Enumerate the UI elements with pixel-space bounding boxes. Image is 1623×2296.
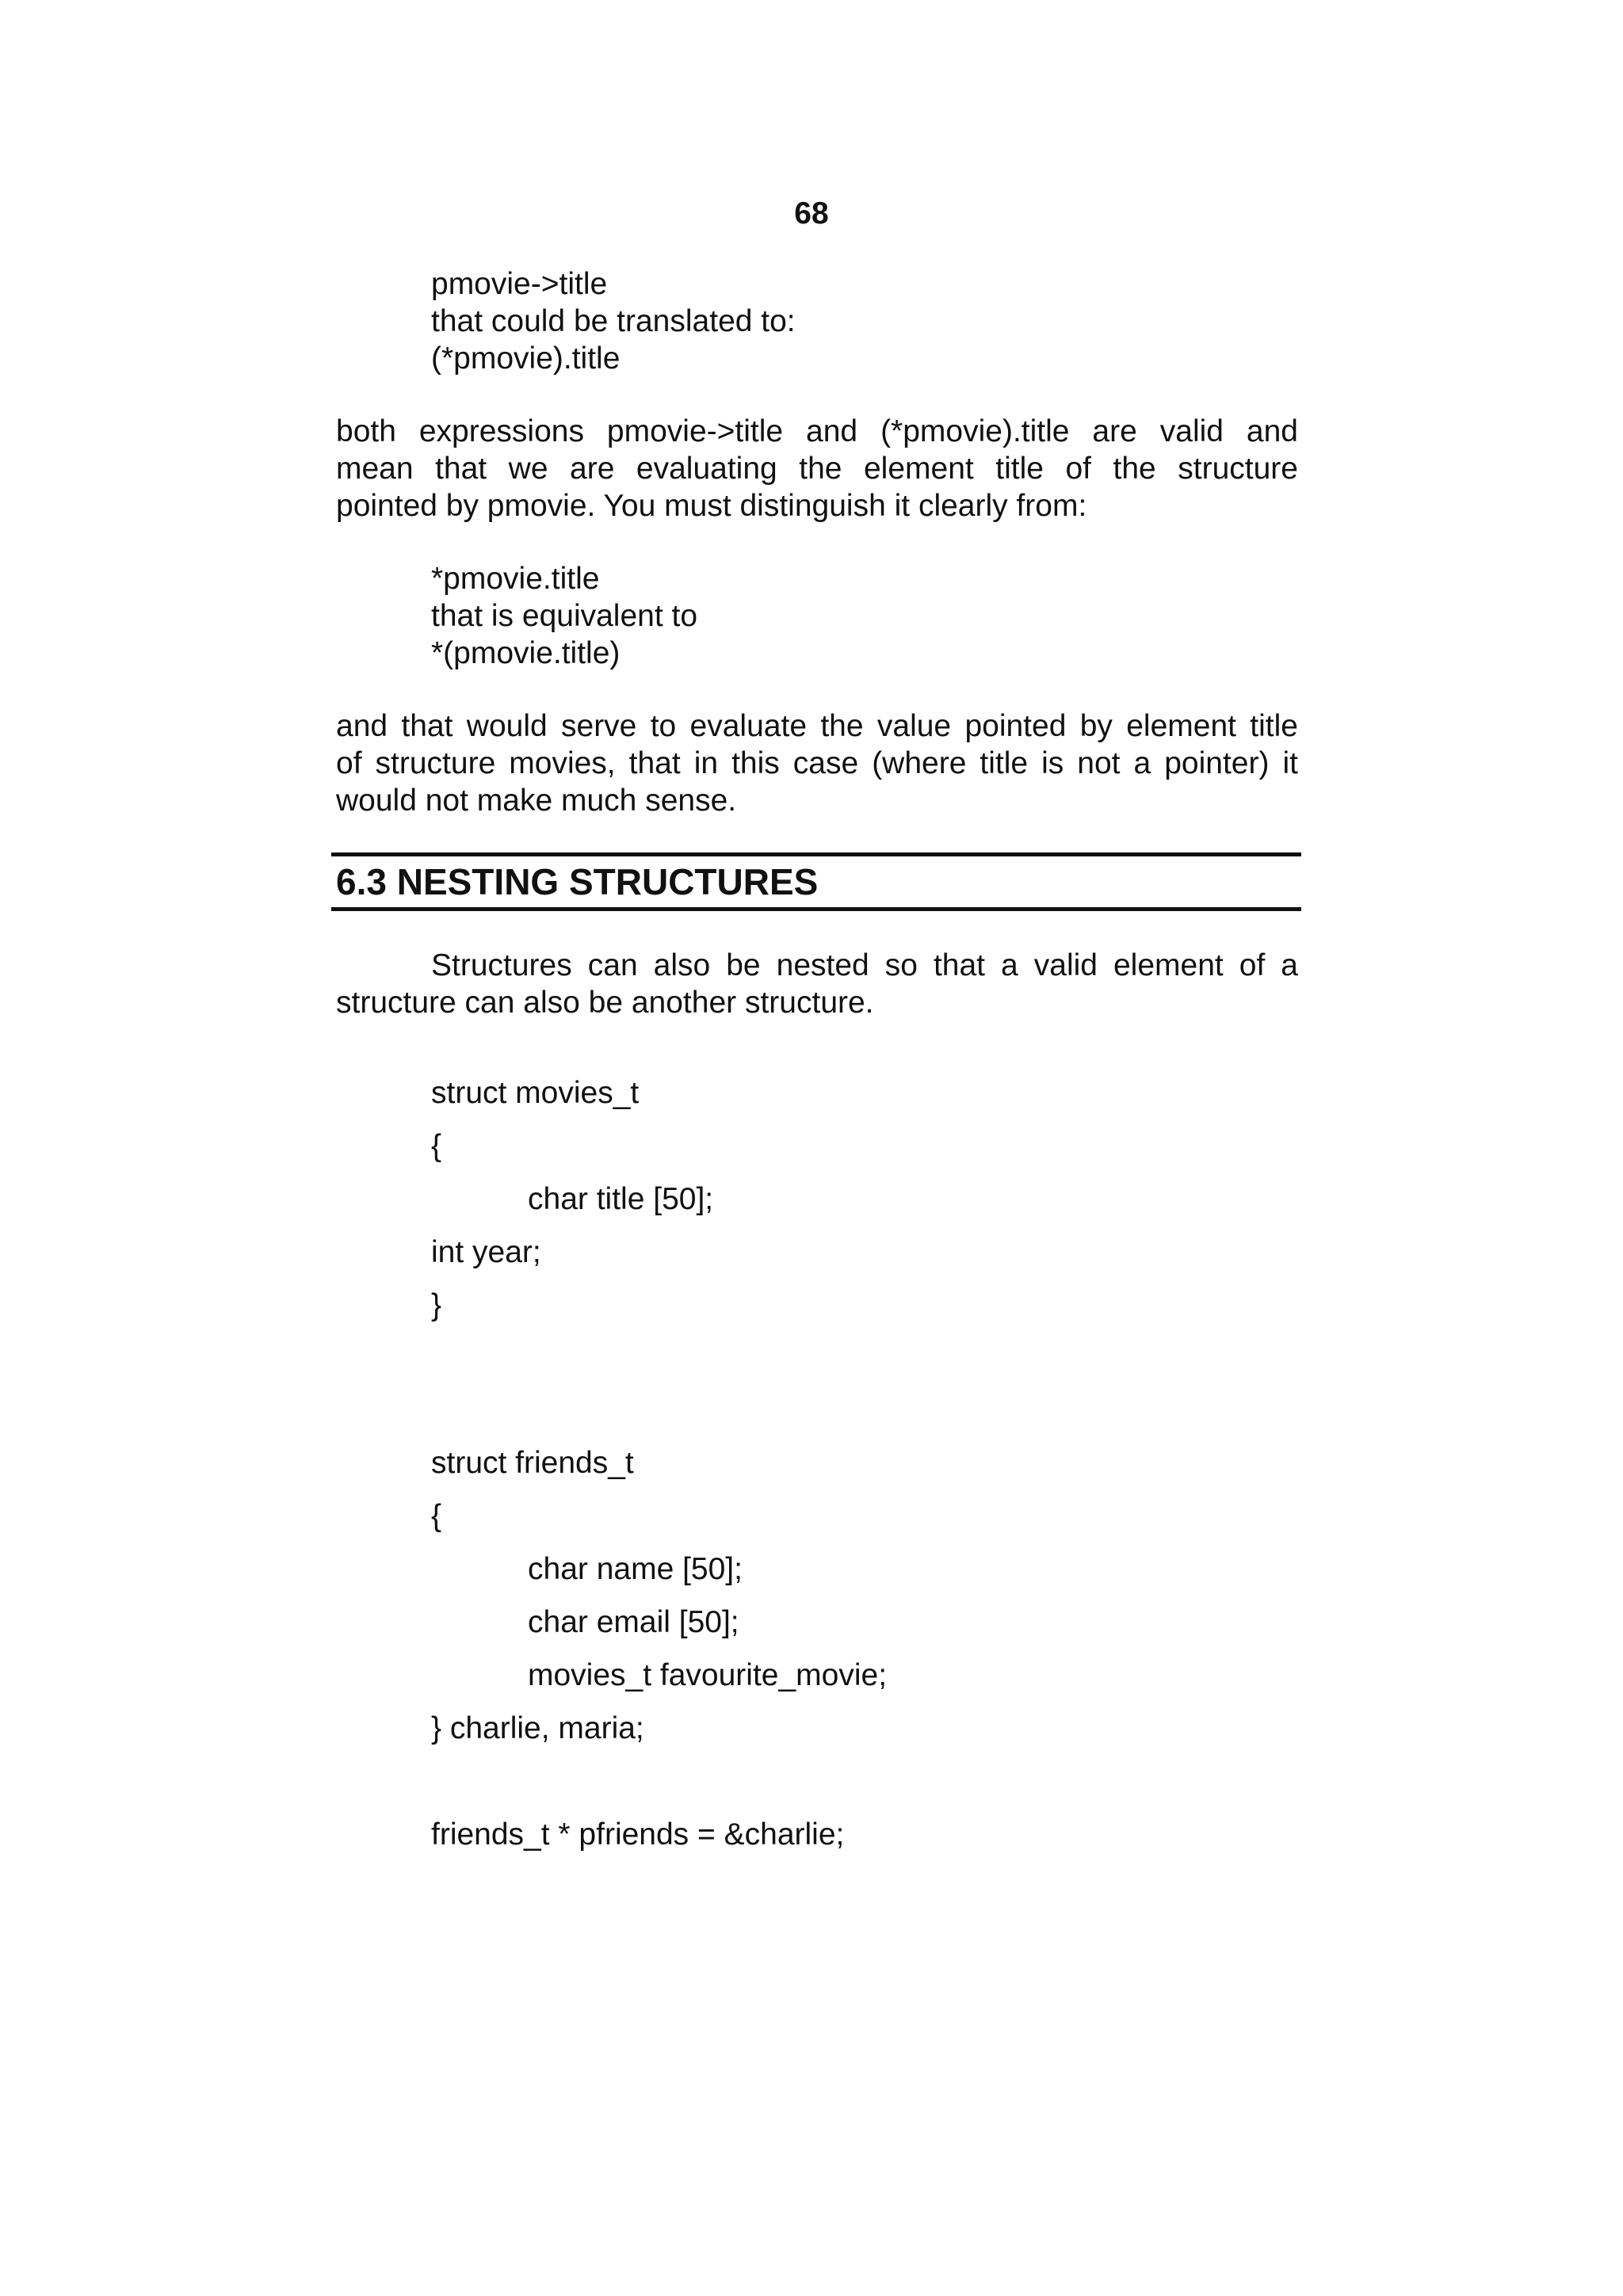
expression-line: pmovie->title bbox=[431, 267, 608, 301]
paragraph-line: both expressions pmovie->title and (*pmovie).title are valid and bbox=[336, 414, 1298, 448]
code-line: int year; bbox=[431, 1235, 541, 1269]
code-line: struct movies_t bbox=[431, 1076, 640, 1110]
section-rule-top bbox=[331, 852, 1301, 856]
paragraph-line: would not make much sense. bbox=[336, 784, 737, 818]
expression-line: that is equivalent to bbox=[431, 599, 698, 633]
expression-line: that could be translated to: bbox=[431, 304, 796, 338]
section-heading: 6.3 NESTING STRUCTURES bbox=[336, 861, 819, 902]
section-rule-bottom bbox=[331, 907, 1301, 911]
middle-expression-block bbox=[431, 560, 697, 672]
paragraph-line: and that would serve to evaluate the value pointed by element title bbox=[336, 709, 1298, 743]
expression-line: (*pmovie).title bbox=[431, 341, 621, 376]
paragraph-intro bbox=[336, 947, 1298, 1021]
paragraph-line: structure can also be another structure. bbox=[336, 986, 874, 1020]
paragraph-evaluation bbox=[336, 707, 1298, 819]
code-line: movies_t favourite_movie; bbox=[528, 1658, 888, 1692]
code-line: friends_t * pfriends = &charlie; bbox=[431, 1817, 845, 1852]
code-line: } charlie, maria; bbox=[431, 1711, 644, 1745]
code-line: } bbox=[431, 1288, 442, 1322]
code-line: char name [50]; bbox=[528, 1552, 743, 1586]
paragraph-line: mean that we are evaluating the element title of the structure bbox=[336, 452, 1298, 486]
paragraph-line: Structures can also be nested so that a valid element of a bbox=[431, 948, 1298, 982]
paragraph-line: of structure movies, that in this case (where title is not a pointer) it bbox=[336, 746, 1298, 780]
code-line: { bbox=[431, 1129, 442, 1163]
paragraph-line: pointed by pmovie. You must distinguish it clearly from: bbox=[336, 489, 1087, 523]
page-number: 68 bbox=[794, 196, 829, 231]
code-line: char email [50]; bbox=[528, 1605, 739, 1639]
code-line: { bbox=[431, 1499, 442, 1533]
expression-line: *(pmovie.title) bbox=[431, 636, 621, 670]
expression-line: *pmovie.title bbox=[431, 562, 600, 596]
code-line: char title [50]; bbox=[528, 1182, 714, 1216]
code-line: struct friends_t bbox=[431, 1446, 634, 1480]
top-expression-block bbox=[431, 265, 796, 377]
paragraph-expressions bbox=[336, 413, 1298, 524]
